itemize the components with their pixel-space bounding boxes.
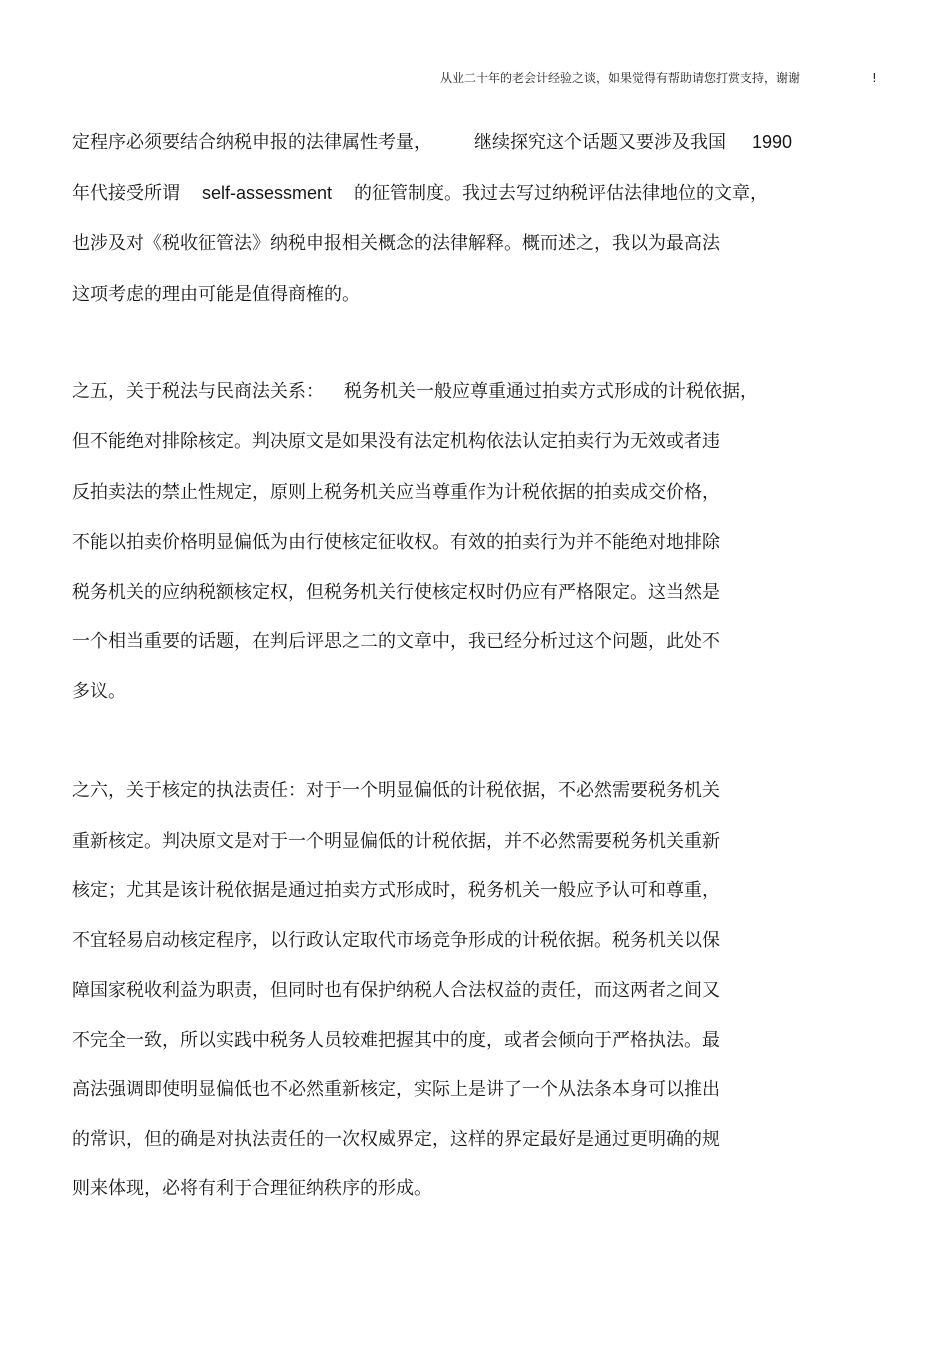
text-line	[72, 977, 720, 1005]
text-segment: 重新核定。判决原文是对于一个明显偏低的计税依据，并不必然需要税务机关重新	[72, 831, 720, 852]
text-segment: 一个相当重要的话题，在判后评思之二的文章中，我已经分析过这个问题，此处不	[72, 631, 720, 652]
text-segment: 多议。	[72, 681, 126, 702]
text-line	[72, 678, 126, 706]
text-line	[72, 378, 758, 406]
text-line	[72, 777, 720, 805]
text-line	[72, 1076, 720, 1104]
text-segment: 年代接受所谓	[72, 183, 180, 204]
text-line	[72, 128, 792, 157]
text-line	[72, 579, 720, 607]
text-segment: 不完全一致，所以实践中税务人员较难把握其中的度，或者会倾向于严格执法。最	[72, 1030, 720, 1051]
text-segment: 也涉及对《税收征管法》纳税申报相关概念的法律解释。概而述之，我以为最高法	[72, 233, 720, 254]
text-line	[72, 179, 768, 208]
text-line	[72, 927, 720, 955]
header-note	[440, 68, 880, 88]
text-segment: 这项考虑的理由可能是值得商榷的。	[72, 284, 360, 305]
text-segment: 核定；尤其是该计税依据是通过拍卖方式形成时，税务机关一般应予认可和尊重，	[72, 880, 720, 901]
text-line	[72, 628, 720, 656]
text-segment: 的征管制度。我过去写过纳税评估法律地位的文章，	[354, 183, 769, 204]
year-number: 1990	[752, 132, 793, 152]
text-segment: 定程序必须要结合纳税申报的法律属性考量，	[72, 132, 432, 153]
header-note-mark: !	[872, 71, 877, 85]
text-line	[72, 230, 720, 258]
text-line	[72, 1175, 432, 1203]
text-line	[72, 1027, 720, 1055]
text-segment: 的常识，但的确是对执法责任的一次权威界定，这样的界定最好是通过更明确的规	[72, 1129, 720, 1150]
text-segment: 则来体现，必将有利于合理征纳秩序的形成。	[72, 1178, 432, 1199]
text-segment: 之五，关于税法与民商法关系：	[72, 381, 324, 402]
text-line	[72, 529, 720, 557]
text-segment: 继续探究这个话题又要涉及我国	[474, 132, 726, 153]
text-segment: 反拍卖法的禁止性规定，原则上税务机关应当尊重作为计税依据的拍卖成交价格，	[72, 482, 720, 503]
text-segment: 之六，关于核定的执法责任：对于一个明显偏低的计税依据，不必然需要税务机关	[72, 780, 720, 801]
text-line	[72, 877, 720, 905]
text-line	[72, 1126, 720, 1154]
english-term: self-assessment	[202, 183, 333, 203]
text-segment: 高法强调即使明显偏低也不必然重新核定，实际上是讲了一个从法条本身可以推出	[72, 1079, 720, 1100]
text-segment: 但不能绝对排除核定。判决原文是如果没有法定机构依法认定拍卖行为无效或者违	[72, 431, 720, 452]
header-note-text: 从业二十年的老会计经验之谈，如果觉得有帮助请您打赏支持，谢谢	[440, 71, 801, 85]
text-segment: 障国家税收利益为职责，但同时也有保护纳税人合法权益的责任，而这两者之间又	[72, 980, 720, 1001]
text-segment: 不宜轻易启动核定程序，以行政认定取代市场竞争形成的计税依据。税务机关以保	[72, 930, 720, 951]
text-segment: 税务机关的应纳税额核定权，但税务机关行使核定权时仍应有严格限定。这当然是	[72, 582, 720, 603]
text-line	[72, 428, 720, 456]
text-line	[72, 281, 360, 309]
text-segment: 不能以拍卖价格明显偏低为由行使核定征收权。有效的拍卖行为并不能绝对地排除	[72, 532, 720, 553]
text-line	[72, 828, 720, 856]
text-segment: 税务机关一般应尊重通过拍卖方式形成的计税依据，	[344, 381, 758, 402]
text-line	[72, 479, 720, 507]
